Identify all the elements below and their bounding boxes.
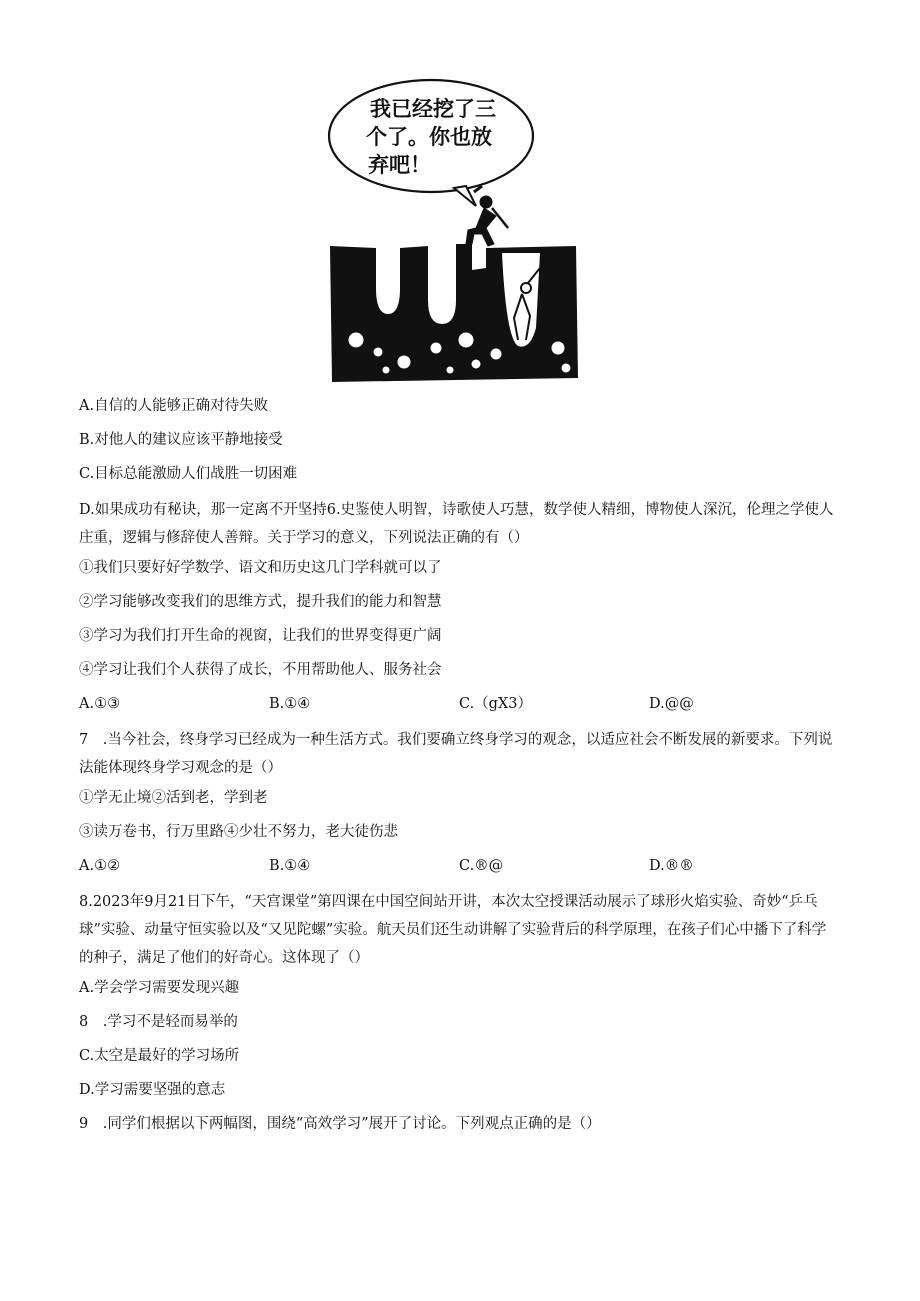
speech-line-3: 弃吧！ xyxy=(368,153,431,177)
q8-option-d: D.学习需要坚强的意志 xyxy=(79,1082,226,1098)
speech-line-2: 个了。你也放 xyxy=(366,125,492,149)
q7-choice-b: B.①④ xyxy=(269,858,311,874)
cartoon-illustration xyxy=(326,78,588,388)
q7-choices xyxy=(79,856,839,876)
q7-choice-a: A.①② xyxy=(79,858,121,874)
q7-statement-1: ①学无止境②活到老，学到老 xyxy=(79,790,268,806)
q5-option-d-and-q6-stem: D.如果成功有秘诀，那一定离不开坚持6.史鉴使人明智，诗歌使人巧慧，数学使人精细，博物使人深沉，伦理之学使人庄重，逻辑与修辞使人善辩。关于学习的意义，下列说法正确的有（） xyxy=(79,502,834,546)
q6-choice-a: A.①③ xyxy=(79,696,121,712)
q9-stem: 9 .同学们根据以下两幅图，围绕“高效学习”展开了讨论。下列观点正确的是（） xyxy=(79,1116,601,1132)
q5-option-c: C.目标总能激励人们战胜一切困难 xyxy=(79,466,298,482)
q8-option-b: 8 .学习不是轻而易举的 xyxy=(79,1014,238,1030)
q7-choice-d: D.®® xyxy=(649,858,694,874)
speech-line-1: 我已经挖了三 xyxy=(370,97,496,121)
q7-statement-2: ③读万卷书，行万里路④少壮不努力，老大徒伤悲 xyxy=(79,824,398,840)
q8-option-a: A.学会学习需要发现兴趣 xyxy=(79,980,240,996)
q6-choice-d: D.@@ xyxy=(649,696,694,712)
q7-choice-c: C.®@ xyxy=(459,858,504,874)
q6-statement-3: ③学习为我们打开生命的视窗，让我们的世界变得更广阔 xyxy=(79,628,442,644)
q6-statement-2: ②学习能够改变我们的思维方式，提升我们的能力和智慧 xyxy=(79,594,442,610)
digger-on-top xyxy=(466,186,508,246)
q6-statement-4: ④学习让我们个人获得了成长，不用帮助他人、服务社会 xyxy=(79,662,442,678)
q8-option-c: C.太空是最好的学习场所 xyxy=(79,1048,240,1064)
q6-choice-c: C.（gX3） xyxy=(459,696,533,712)
q8-stem: 8.2023年9月21日下午，“天宫课堂”第四课在中国空间站开讲，本次太空授课活动展示了球形火焰实验、奇妙“乒乓球”实验、动量守恒实验以及“又见陀螺”实验。航天员们还生动讲解了实验背后的科学原理，在孩子们心中播下了科学的种子，满足了他们的好奇心。这体现了（） xyxy=(79,894,827,966)
q5-option-b: B.对他人的建议应该平静地接受 xyxy=(79,432,283,448)
q6-statement-1: ①我们只要好好学数学、语文和历史这几门学科就可以了 xyxy=(79,560,442,576)
q6-choice-b: B.①④ xyxy=(269,696,311,712)
q6-choices xyxy=(79,694,839,714)
q7-stem: 7 .当今社会，终身学习已经成为一种生活方式。我们要确立终身学习的观念，以适应社会不断发展的新要求。下列说法能体现终身学习观念的是（） xyxy=(79,732,833,776)
q5-option-a: A.自信的人能够正确对待失败 xyxy=(79,398,269,414)
